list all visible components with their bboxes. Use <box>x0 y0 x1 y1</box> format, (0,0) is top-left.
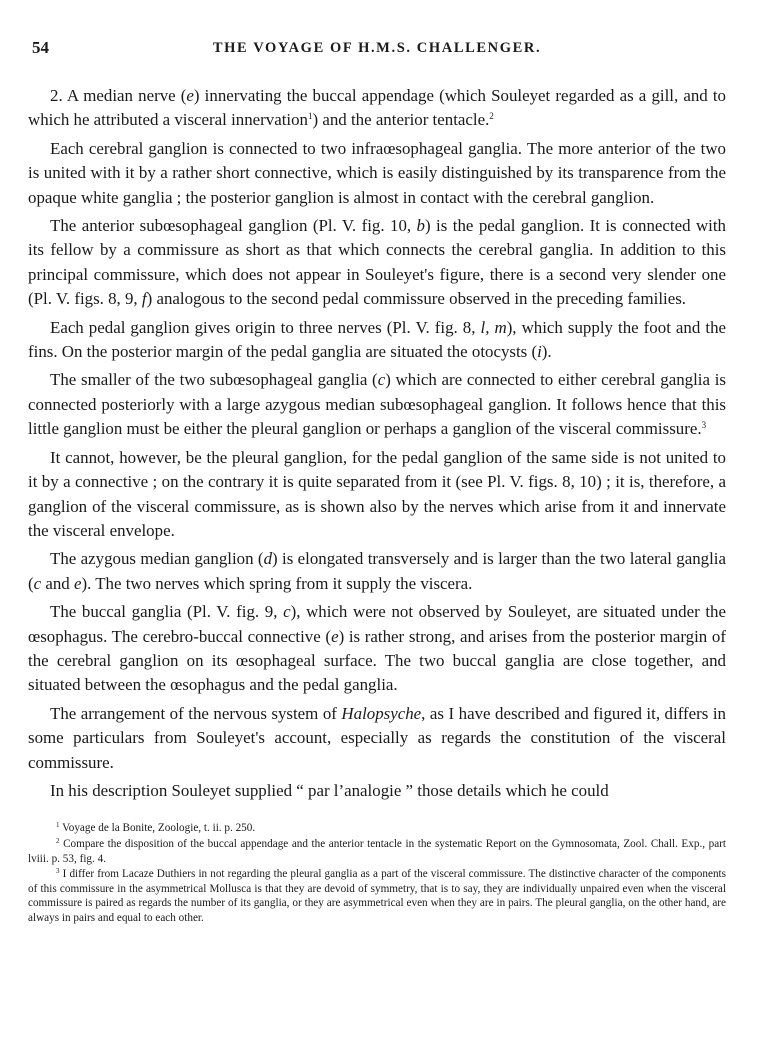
footnote-mark: 3 <box>56 867 60 876</box>
text-run: ), which supply the foot and the fins. On the posterior margin of the pedal ganglia are situated the otocysts ( <box>28 317 727 362</box>
text-run: ). The two nerves which spring from it supply the viscera. <box>81 573 473 593</box>
italic-run: d <box>263 549 273 569</box>
paragraph-7 <box>28 547 726 596</box>
footnote-mark: 2 <box>56 836 60 845</box>
paragraph-2: Each cerebral ganglion is connected to two infraœsophageal ganglia. The more anterior of the two is united with it by a rather short connective, which is easily distinguished by its transparence from the opaque white ganglia ; the posterior ganglion is almost in contact with the cerebral ganglion. <box>28 138 726 207</box>
italic-run: l, m <box>480 317 507 337</box>
page-number: 54 <box>32 38 49 57</box>
footnote-1 <box>28 821 726 836</box>
text-run: ) is rather strong, and arises from the posterior margin of the cerebral ganglion on its œsophageal surface. The two buccal ganglia are close together, and situated between the œsophagus and the pedal ganglia. <box>28 626 726 695</box>
text-run: The azygous median ganglion ( <box>50 549 264 569</box>
paragraph-5 <box>28 368 726 441</box>
footnote-text: Voyage de la Bonite, Zoologie, t. ii. p. 250. <box>62 822 256 835</box>
text-run: The arrangement of the nervous system of <box>50 703 342 723</box>
paragraph-8 <box>28 600 726 698</box>
text-run: ) is the pedal ganglion. It is connected with its fellow by a commissure as short as that which connects the cerebral ganglia. In addition to this principal commissure, which does not appear in Souleyet's figure, there is a second very slender one (Pl. V. figs. 8, 9, <box>28 216 726 309</box>
page <box>28 30 726 927</box>
text-run: The smaller of the two subœsophageal ganglia ( <box>50 370 378 390</box>
italic-run: e <box>186 86 194 105</box>
footnote-3 <box>28 867 726 925</box>
italic-run: Halopsyche <box>341 703 422 723</box>
text-run: , as I have described and figured it, differs in some particulars from Souleyet's account, especially as regards the constitution of the visceral commissure. <box>28 703 726 772</box>
footnotes <box>28 821 726 925</box>
footnote-mark: 1 <box>56 821 60 830</box>
text-run: ) analogous to the second pedal commissure observed in the preceding families. <box>146 289 686 309</box>
text-run: The buccal ganglia (Pl. V. fig. 9, <box>50 602 284 622</box>
paragraph-4 <box>28 316 726 365</box>
paragraph-10: In his description Souleyet supplied “ par l’analogie ” those details which he could <box>50 780 609 800</box>
page-header <box>28 30 726 58</box>
text-run: Each pedal ganglion gives origin to three nerves (Pl. V. fig. 8, <box>50 317 481 337</box>
footnote-ref: 1 <box>308 111 313 122</box>
footnote-text: Compare the disposition of the buccal appendage and the anterior tentacle in the systematic Report on the Gymnosomata, Zool. Chall. Exp., part lviii. p. 53, fig. 4. <box>28 837 727 865</box>
paragraph-9 <box>28 702 726 775</box>
italic-run: b <box>416 216 425 236</box>
paragraph-1 <box>28 84 726 133</box>
paragraph-3 <box>28 214 726 312</box>
text-run: 2. A median nerve ( <box>50 86 187 105</box>
italic-run: e <box>73 573 82 593</box>
body-text <box>28 84 726 803</box>
italic-run: e <box>331 626 339 646</box>
footnote-2 <box>28 837 726 866</box>
italic-run: f <box>141 289 147 309</box>
text-run: ), which were not observed by Souleyet, are situated under the œsophagus. The cerebro-buccal connective ( <box>28 602 726 646</box>
footnote-ref: 2 <box>489 111 494 122</box>
running-head: THE VOYAGE OF H.M.S. CHALLENGER. <box>212 40 542 56</box>
text-run: ) and the anterior tentacle. <box>312 110 490 130</box>
text-run: and <box>41 573 74 593</box>
italic-run: c <box>377 370 386 390</box>
italic-run: i <box>537 342 542 362</box>
text-run: ) innervating the buccal appendage (which Souleyet regarded as a gill, and to which he attributed a visceral innervation <box>28 86 726 130</box>
italic-run: c <box>33 573 42 593</box>
text-run: The anterior subœsophageal ganglion (Pl. V. fig. 10, <box>50 216 417 236</box>
text-run: ). <box>541 342 552 362</box>
paragraph-6: It cannot, however, be the pleural ganglion, for the pedal ganglion of the same side is not united to it by a connective ; on the contrary it is quite separated from it (see Pl. V. figs. 8, 10) ; it is, therefore, a ganglion of the visceral commissure, as is shown also by the nerves which arise from it and innervate the visceral envelope. <box>28 447 726 540</box>
italic-run: c <box>283 602 291 622</box>
text-run: ) which are connected to either cerebral ganglia is connected posteriorly with a large azygous median subœsophageal ganglion. It follows hence that this little ganglion must be either the pleural ganglion or perhaps a ganglion of the visceral commissure. <box>28 370 726 439</box>
text-run: ) is elongated transversely and is larger than the two lateral ganglia ( <box>28 549 726 593</box>
footnote-ref: 3 <box>701 420 707 431</box>
footnote-text: I differ from Lacaze Duthiers in not regarding the pleural ganglia as a part of the visceral commissure. The distinctive character of the components of this commissure in the asymmetrical Mollusca is that they are devoid of symmetry, that is to say, they are individually unpaired even when the visceral commissure is paired as regards the number of its ganglia, or they are asymmetrical even when they are in pairs. The pleural ganglia, on the other hand, are always in pairs and equal to each other. <box>28 868 726 924</box>
